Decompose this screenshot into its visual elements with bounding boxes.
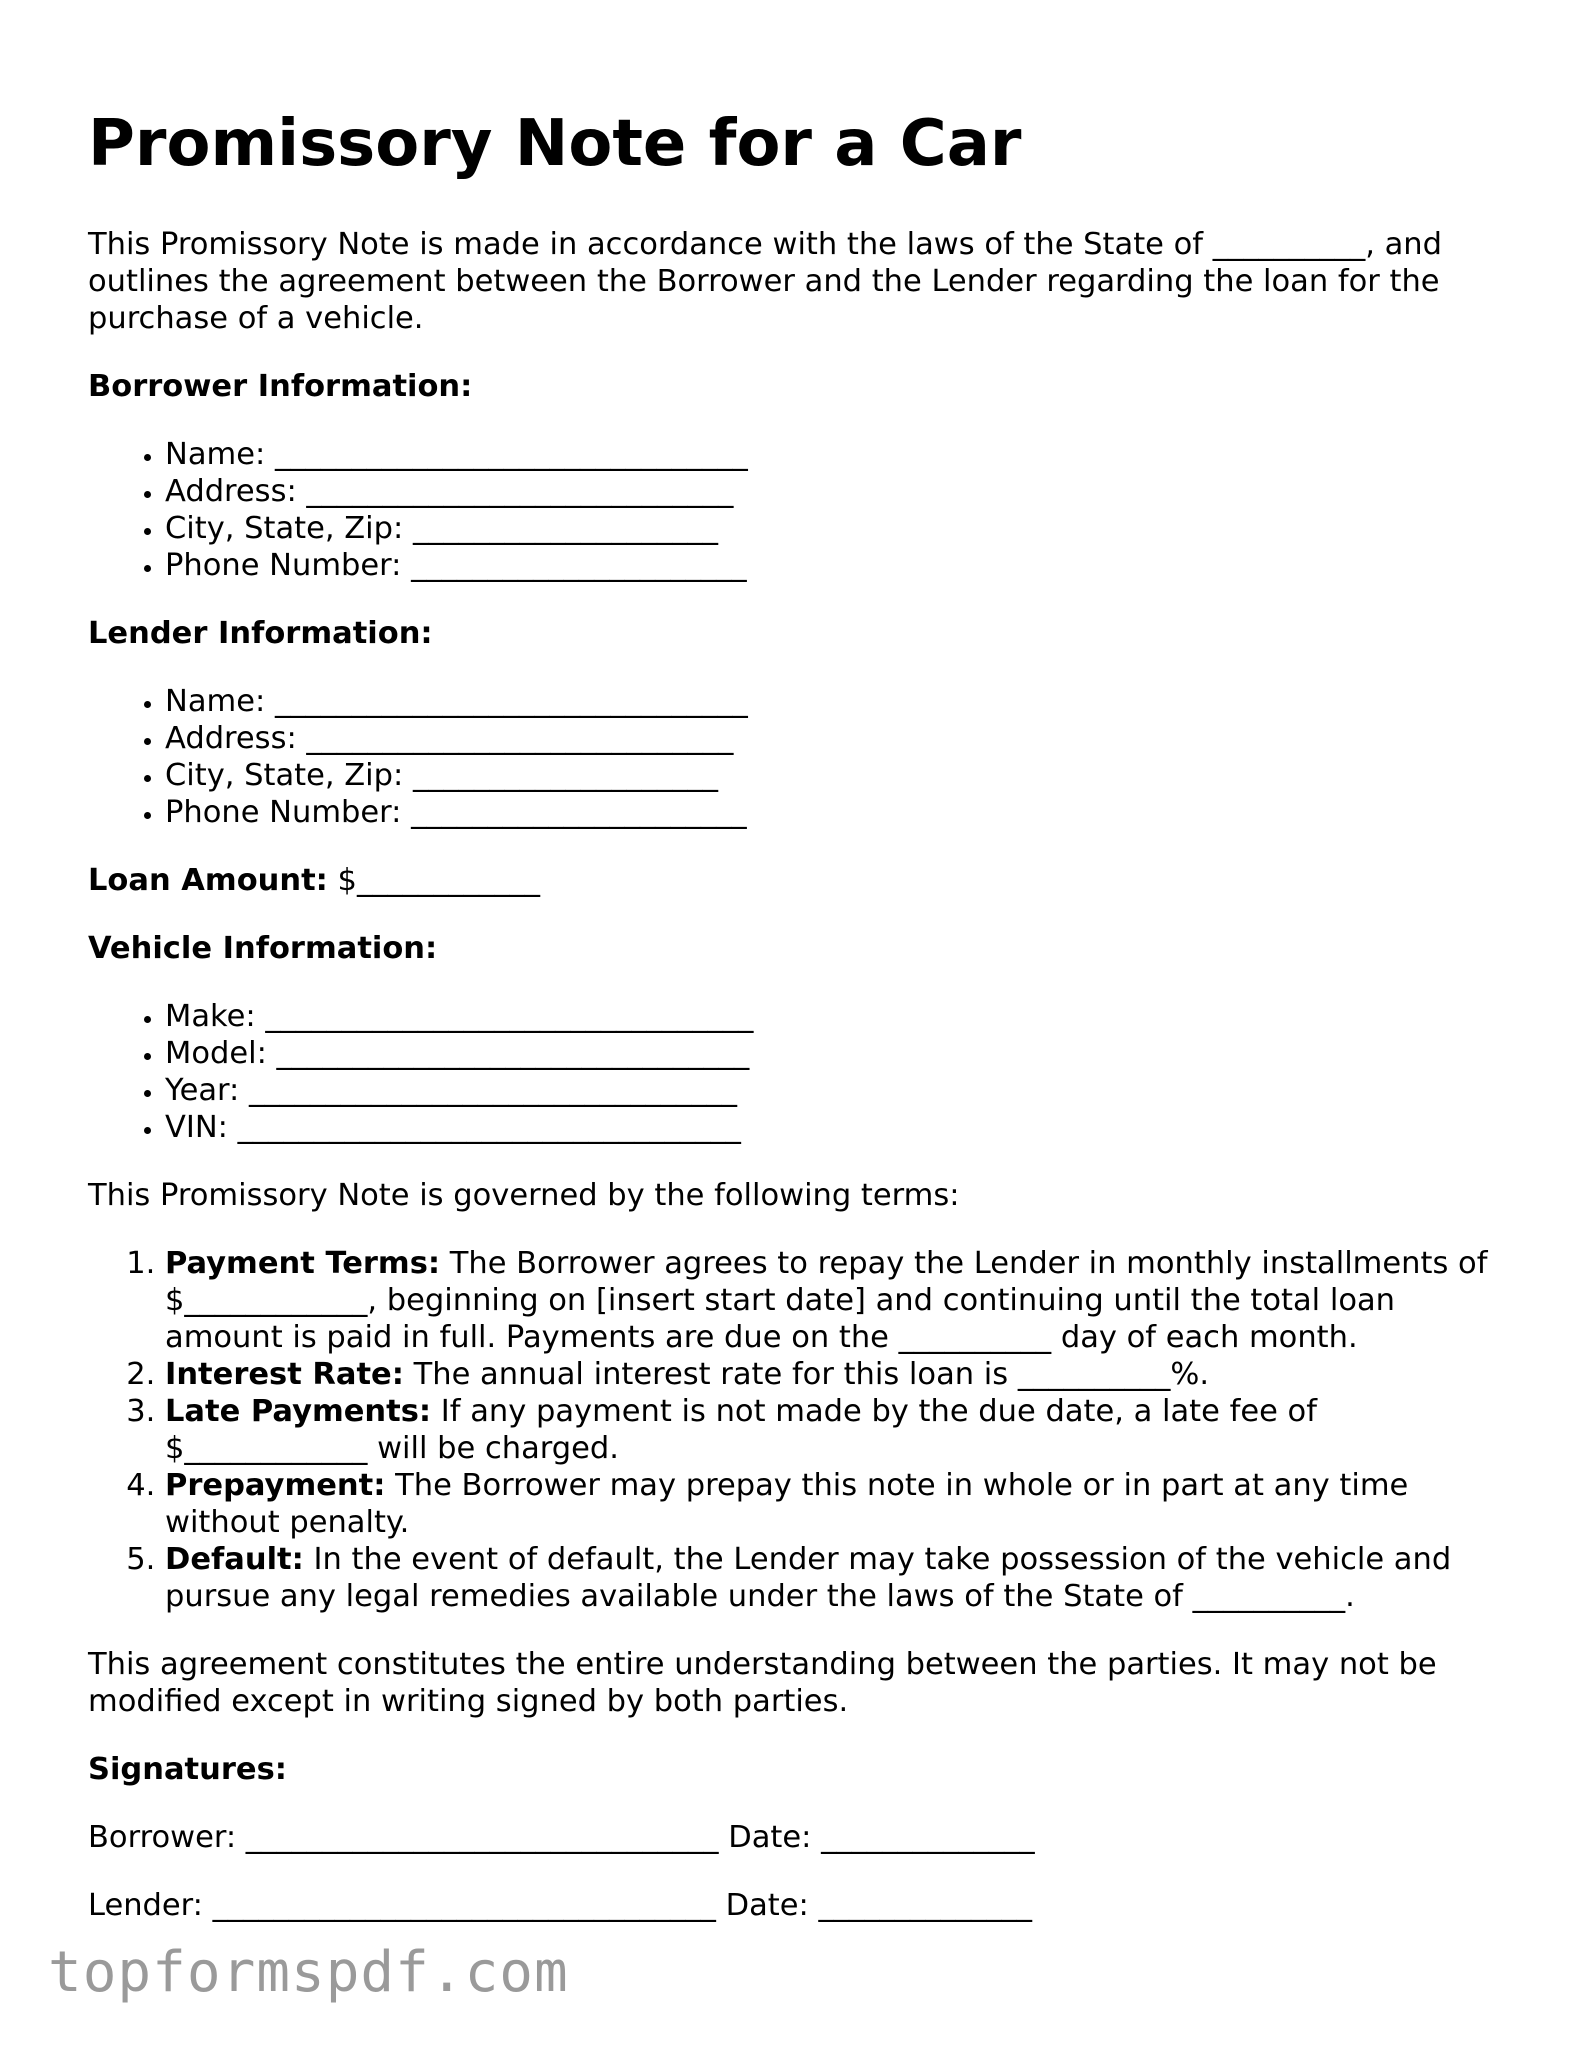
lender-name-field: • Name: _______________________________ <box>165 683 1508 720</box>
term-default <box>165 1541 1508 1615</box>
loan-amount-value: $____________ <box>327 862 540 898</box>
borrower-city-state-zip-field: • City, State, Zip: ____________________ <box>165 510 1508 547</box>
document-title: Promissory Note for a Car <box>88 107 1022 181</box>
terms-list <box>88 1245 1508 1615</box>
borrower-fields <box>88 436 1508 584</box>
borrower-address-field: • Address: ____________________________ <box>165 473 1508 510</box>
vehicle-fields <box>88 998 1508 1146</box>
lender-address-field: • Address: ____________________________ <box>165 720 1508 757</box>
term-label: Prepayment: <box>165 1467 386 1503</box>
loan-amount-label: Loan Amount: <box>88 862 328 898</box>
vehicle-make-field: • Make: ________________________________ <box>165 998 1508 1035</box>
terms-intro: This Promissory Note is governed by the following terms: <box>88 1177 960 1213</box>
borrower-phone-field: • Phone Number: ______________________ <box>165 547 1508 584</box>
term-label: Interest Rate: <box>165 1356 404 1392</box>
term-text: The annual interest rate for this loan is __________%. <box>403 1356 1210 1392</box>
lender-city-state-zip-field: • City, State, Zip: ____________________ <box>165 757 1508 794</box>
vehicle-vin-field: • VIN: _________________________________ <box>165 1109 1508 1146</box>
lender-signature-line: Lender: _________________________________ Date: ______________ <box>88 1887 1032 1923</box>
term-prepayment <box>165 1467 1508 1541</box>
term-late-payments <box>165 1393 1508 1467</box>
term-payment <box>165 1245 1508 1356</box>
term-label: Late Payments: <box>165 1393 432 1429</box>
term-interest-rate <box>165 1356 1508 1393</box>
document-page <box>88 108 1508 1955</box>
term-text: If any payment is not made by the due date, a late fee of $____________ will be charged. <box>165 1393 1317 1466</box>
borrower-name-field: • Name: _______________________________ <box>165 436 1508 473</box>
lender-fields <box>88 683 1508 831</box>
lender-phone-field: • Phone Number: ______________________ <box>165 794 1508 831</box>
vehicle-heading: Vehicle Information: <box>88 930 438 966</box>
borrower-heading: Borrower Information: <box>88 368 473 404</box>
loan-amount-line <box>88 862 1508 899</box>
term-label: Payment Terms: <box>165 1245 441 1281</box>
signatures-heading: Signatures: <box>88 1751 287 1787</box>
term-text: In the event of default, the Lender may take possession of the vehicle and pursue any legal remedies available under the laws of the State of __________. <box>165 1541 1452 1614</box>
intro-paragraph: This Promissory Note is made in accordance with the laws of the State of __________, and outlines the agreement between the Borrower and the Lender regarding the loan for the purchase of a vehicle. <box>88 226 1442 336</box>
watermark: topformspdf.com <box>48 1940 569 2005</box>
lender-heading: Lender Information: <box>88 615 433 651</box>
vehicle-year-field: • Year: ________________________________ <box>165 1072 1508 1109</box>
borrower-signature-line: Borrower: _______________________________ Date: ______________ <box>88 1819 1035 1855</box>
vehicle-model-field: • Model: _______________________________ <box>165 1035 1508 1072</box>
term-label: Default: <box>165 1541 304 1577</box>
term-text: The Borrower may prepay this note in whole or in part at any time without penalty. <box>165 1467 1409 1540</box>
closing-paragraph: This agreement constitutes the entire understanding between the parties. It may not be modified except in writing signed by both parties. <box>88 1646 1437 1719</box>
term-text: The Borrower agrees to repay the Lender in monthly installments of $____________, beginning on [insert start date] and continuing until the total loan amount is paid in full. Payments are due on the __________ day of each month. <box>165 1245 1488 1355</box>
